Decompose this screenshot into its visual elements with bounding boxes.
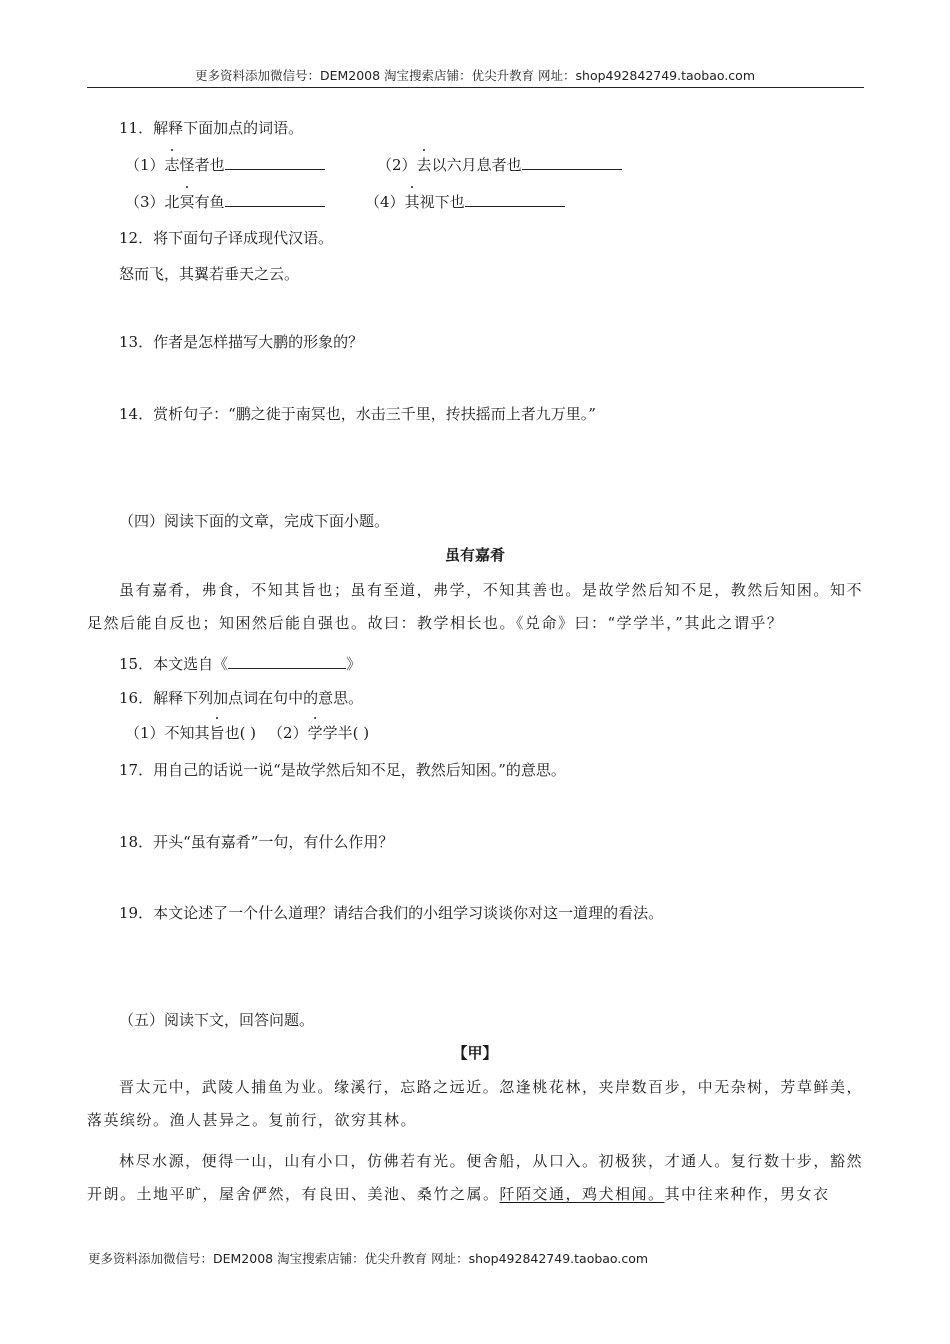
q11-item-3-dotted-word: 冥 [179,193,195,211]
q11-item-2 [377,153,622,175]
q14-stem: 14．赏析句子：“鹏之徙于南冥也，水击三千里，抟扶摇而上者九万里。” [119,405,596,423]
q15-answer-blank[interactable] [228,652,346,669]
q11-item-2-rest: 以六月息者也 [431,156,522,174]
q16-item-1-post: 也( ) [224,724,257,742]
q19-stem: 19．本文论述了一个什么道理？请结合我们的小组学习谈谈你对这一道理的看法。 [119,904,664,922]
header-divider [87,87,864,88]
page-footer: 更多资料添加微信号：DEM2008 淘宝搜索店铺：优尖升教育 网址：shop492842749.taobao.com [88,1251,649,1266]
section5-paragraph-2 [87,1145,863,1211]
q11-item-4 [365,190,565,212]
q11-item-4-dotted-word: 其 [404,193,420,211]
q12-stem: 12．将下面句子译成现代汉语。 [119,229,334,247]
q16-item-2-post: 学半( ) [322,724,370,742]
q11-item-3-rest: 有鱼 [194,193,225,211]
section5-paragraph-1: 晋太元中，武陵人捕鱼为业。缘溪行，忘路之远近。忽逢桃花林，夹岸数百步，中无杂树，芳草鲜美，落英缤纷。渔人甚异之。复前行，欲穷其林。 [87,1078,863,1129]
q11-item-4-rest: 视下也 [419,193,465,211]
q11-item-1-num: （1） [125,156,165,174]
q17-stem: 17．用自己的话说一说“是故学然后知不足，教然后知困。”的意思。 [119,761,566,779]
q11-item-3-answer-blank[interactable] [225,190,325,207]
q15 [119,652,361,674]
q11-item-1-rest: 怪者也 [179,156,225,174]
section5-p2-underlined: 阡陌交通，鸡犬相闻。 [499,1185,665,1203]
q11-item-2-dotted-word: 去 [416,156,432,174]
q18-stem: 18．开头“虽有嘉肴”一句，有什么作用？ [119,833,394,851]
q11-stem: 11．解释下面加点的词语。 [119,119,304,137]
section4-intro: （四）阅读下面的文章，完成下面小题。 [119,512,390,530]
q16-item-2-dotted-word: 学 [307,724,323,742]
q15-prefix: 15．本文选自《 [119,655,229,673]
section5-intro: （五）阅读下文，回答问题。 [119,1011,315,1029]
section4-body: 虽有嘉肴，弗食，不知其旨也；虽有至道，弗学，不知其善也。是故学然后知不足，教然后知困。知不足然后能自反也；知困然后能自强也。故曰：教学相长也。《兑命》曰：“学学半，”其此之谓乎？ [87,581,863,632]
q11-item-2-answer-blank[interactable] [522,153,622,170]
q16-item-1-dotted-word: 旨 [209,724,225,742]
q15-suffix: 》 [346,655,362,673]
q11-item-2-num: （2） [377,156,417,174]
q16-item-1-pre: （1）不知其 [125,724,210,742]
q12-sentence: 怒而飞，其翼若垂天之云。 [119,265,300,283]
page-header: 更多资料添加微信号：DEM2008 淘宝搜索店铺：优尖升教育 网址：shop492842749.taobao.com [194,68,756,83]
q13-stem: 13．作者是怎样描写大鹏的形象的？ [119,333,364,351]
section5-p2-before: 林尽水源，便得一山，山有小口，仿佛若有光。便舍船，从口入。初极狭，才通人。复行数十步，豁然开朗。土地平旷，屋舍俨然，有良田、美池、桑竹之属。 [87,1152,863,1203]
q11-item-1 [125,153,325,175]
q11-item-1-answer-blank[interactable] [225,153,325,170]
section5-title: 【甲】 [452,1044,498,1062]
q11-item-3-num: （3）北 [125,193,180,211]
section5-p2-after: 其中往来种作，男女衣 [664,1185,830,1203]
q16-stem: 16．解释下列加点词在句中的意思。 [119,689,364,707]
section4-title: 虽有嘉肴 [444,546,505,564]
q16-item-2-pre: （2） [268,724,308,742]
q16-items [125,723,369,743]
q11-item-4-num: （4） [365,193,405,211]
q11-item-4-answer-blank[interactable] [465,190,565,207]
q11-item-1-dotted-word: 志 [164,156,180,174]
q11-item-3 [125,190,325,212]
